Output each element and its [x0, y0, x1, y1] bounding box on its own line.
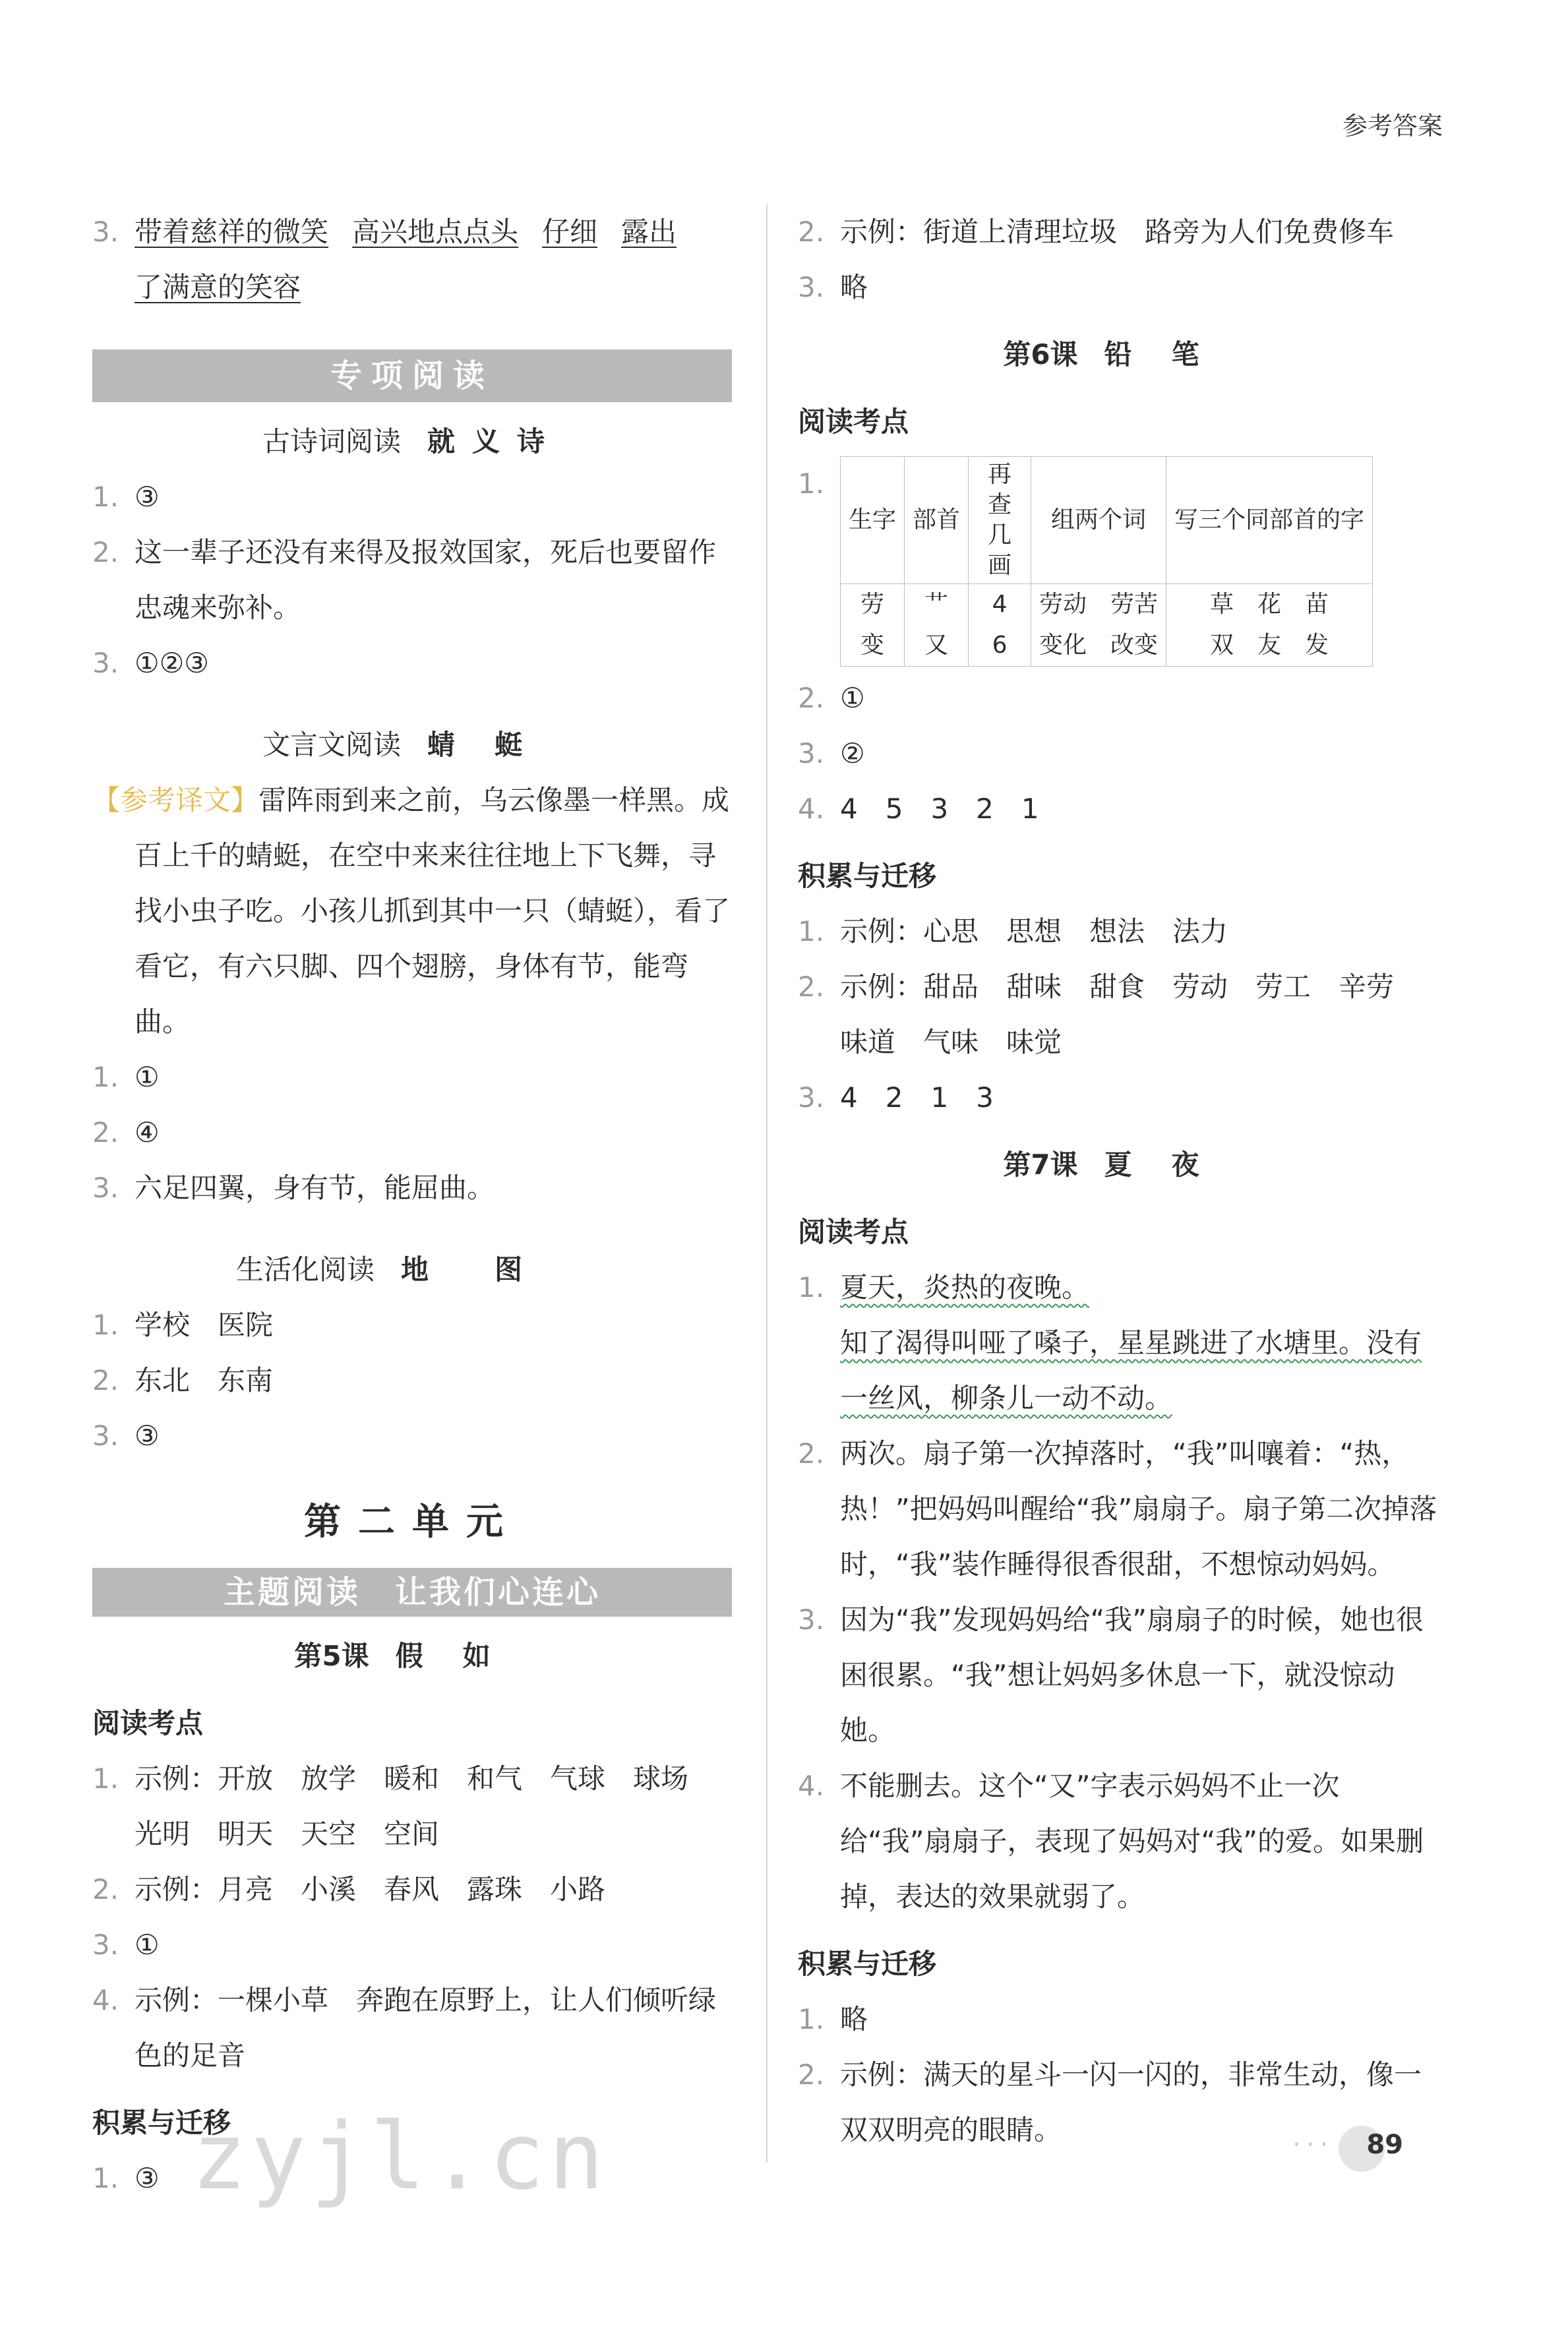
section-reading-points: 阅读考点 — [798, 405, 909, 438]
list-item: 3. 六足四翼，身有节，能屈曲。 — [92, 1172, 495, 1204]
table-cell: 劳动 劳苦 — [1031, 584, 1166, 626]
list-item: 1. 略 — [798, 2003, 868, 2035]
list-item: 4. 示例：一棵小草 奔跑在原野上，让人们倾听绿色的足音 — [92, 1984, 717, 2072]
list-item: 2. 示例：街道上清理垃圾 路旁为人们免费修车 — [798, 216, 1395, 248]
list-item: 4. 不能删去。这个“又”字表示妈妈不止一次给“我”扇扇子，表现了妈妈对“我”的爱。如果删掉，表达的效果就弱了。 — [798, 1770, 1424, 1913]
section-banner: 专项阅读 — [92, 349, 732, 402]
page-number: ··· 89 — [1292, 2130, 1403, 2160]
lesson-7-title: 第7课 夏夜 — [1003, 1149, 1239, 1181]
char-table-item: 1. 生字 部首 再查几画 组两个词 写三个同部首的字 劳 艹 4 劳动 劳苦 草 花 苗 变 又 6 变化 改变 双 友 发 — [798, 456, 1444, 667]
poem-list — [92, 469, 732, 691]
classical-heading: 文言文阅读 蜻蜓 — [262, 729, 562, 761]
list-item: 1. ③ — [92, 2162, 160, 2194]
table-header: 生字 — [841, 457, 905, 584]
list-item: 2. 示例：月亮 小溪 春风 露珠 小路 — [92, 1873, 606, 1905]
lesson6-acc-list — [798, 904, 1444, 1125]
table-header: 写三个同部首的字 — [1166, 457, 1373, 584]
column-divider — [766, 204, 768, 2163]
list-item: 2. ① — [798, 682, 865, 714]
watermark: zyjl.cn — [191, 2103, 609, 2211]
section-reading-points: 阅读考点 — [798, 1216, 909, 1248]
table-row — [841, 584, 1373, 626]
life-list — [92, 1298, 732, 1464]
list-item: 3. 带着慈祥的微笑 高兴地点点头 仔细 露出 了满意的笑容 — [92, 216, 677, 303]
right-column — [798, 204, 1444, 2158]
list-item: 3. 因为“我”发现妈妈给“我”扇扇子的时候，她也很困很累。“我”想让妈妈多休息一下，就没惊动她。 — [798, 1603, 1424, 1747]
list-item: 2. 示例：甜品 甜味 甜食 劳动 劳工 辛劳 味道 气味 味觉 — [798, 971, 1422, 1058]
unit-title: 第二单元 — [304, 1501, 520, 1543]
list-item: 3. 4 2 1 3 — [798, 1081, 994, 1114]
classical-list — [92, 1050, 732, 1216]
lesson5-list — [92, 1751, 732, 2083]
list-item: 4. 4 5 3 2 1 — [798, 793, 1039, 825]
section-accumulation: 积累与迁移 — [92, 2107, 231, 2139]
list-item: 3. ② — [798, 737, 865, 769]
list-item: 1. ③ — [92, 481, 160, 513]
table-cell: 艹 — [905, 584, 969, 626]
top-list — [798, 204, 1444, 315]
section-reading-points: 阅读考点 — [92, 1707, 204, 1739]
lesson-6-title: 第6课 铅笔 — [1003, 338, 1239, 371]
list-item: 2. 两次。扇子第一次掉落时，“我”叫嚷着：“热，热！”把妈妈叫醒给“我”扇扇子。扇子第二次掉落时，“我”装作睡得很香很甜，不想惊动妈妈。 — [798, 1437, 1437, 1580]
life-heading: 生活化阅读 地图 — [235, 1253, 589, 1286]
list-item: 1. 学校 医院 — [92, 1309, 274, 1341]
list-item: 2. ④ — [92, 1116, 160, 1149]
char-table — [840, 456, 1373, 667]
list-item: 2. 这一辈子还没有来得及报效国家，死后也要留作忠魂来弥补。 — [92, 536, 717, 624]
table-cell: 双 友 发 — [1166, 625, 1373, 667]
table-cell: 又 — [905, 625, 969, 667]
list-item: 3. 略 — [798, 271, 868, 303]
theme-banner: 主题阅读 让我们心连心 — [92, 1568, 732, 1617]
table-cell: 6 — [969, 625, 1031, 667]
list-item: 2. 东北 东南 — [92, 1364, 274, 1396]
table-header: 组两个词 — [1031, 457, 1166, 584]
list-item: 1. 夏天，炎热的夜晚。 知了渴得叫哑了嗓子，星星跳进了水塘里。没有一丝风，柳条儿一动不动。 — [798, 1271, 1422, 1414]
table-cell: 劳 — [841, 584, 905, 626]
table-cell: 变化 改变 — [1031, 625, 1166, 667]
table-cell: 草 花 苗 — [1166, 584, 1373, 626]
list-item: 3. ① — [92, 1929, 160, 1961]
page-header: 参考答案 — [1342, 111, 1443, 140]
left-column — [92, 204, 732, 2206]
section-accumulation: 积累与迁移 — [798, 1948, 937, 1980]
lesson6-list — [798, 671, 1444, 837]
table-header: 部首 — [905, 457, 969, 584]
lesson7-list — [798, 1426, 1444, 1925]
list-item: 1. 示例：开放 放学 暖和 和气 气球 球场 光明 明天 天空 空间 — [92, 1762, 717, 1850]
list-item: 3. ③ — [92, 1420, 160, 1452]
lesson-5-title: 第5课 假如 — [294, 1640, 530, 1672]
list-item: 2. 示例：满天的星斗一闪一闪的，非常生动，像一双双明亮的眼睛。 — [798, 2058, 1422, 2146]
translation-paragraph: 【参考译文】雷阵雨到来之前，乌云像墨一样黑。成百上千的蜻蜓，在空中来来往往地上下飞舞，寻找小虫子吃。小孩儿抓到其中一只（蜻蜓），看了看它，有六只脚、四个翅膀，身体有节，能弯曲。 — [92, 784, 731, 1038]
table-cell: 4 — [969, 584, 1031, 626]
poem-heading: 古诗词阅读 就义诗 — [262, 425, 562, 458]
table-header: 再查几画 — [969, 457, 1031, 584]
list-item: 1. 示例：心思 思想 想法 法力 — [798, 915, 1228, 947]
list-item: 3. ①②③ — [92, 647, 209, 679]
list-item: 1. ① — [92, 1061, 160, 1093]
table-row — [841, 625, 1373, 667]
section-accumulation: 积累与迁移 — [798, 860, 937, 892]
table-cell: 变 — [841, 625, 905, 667]
